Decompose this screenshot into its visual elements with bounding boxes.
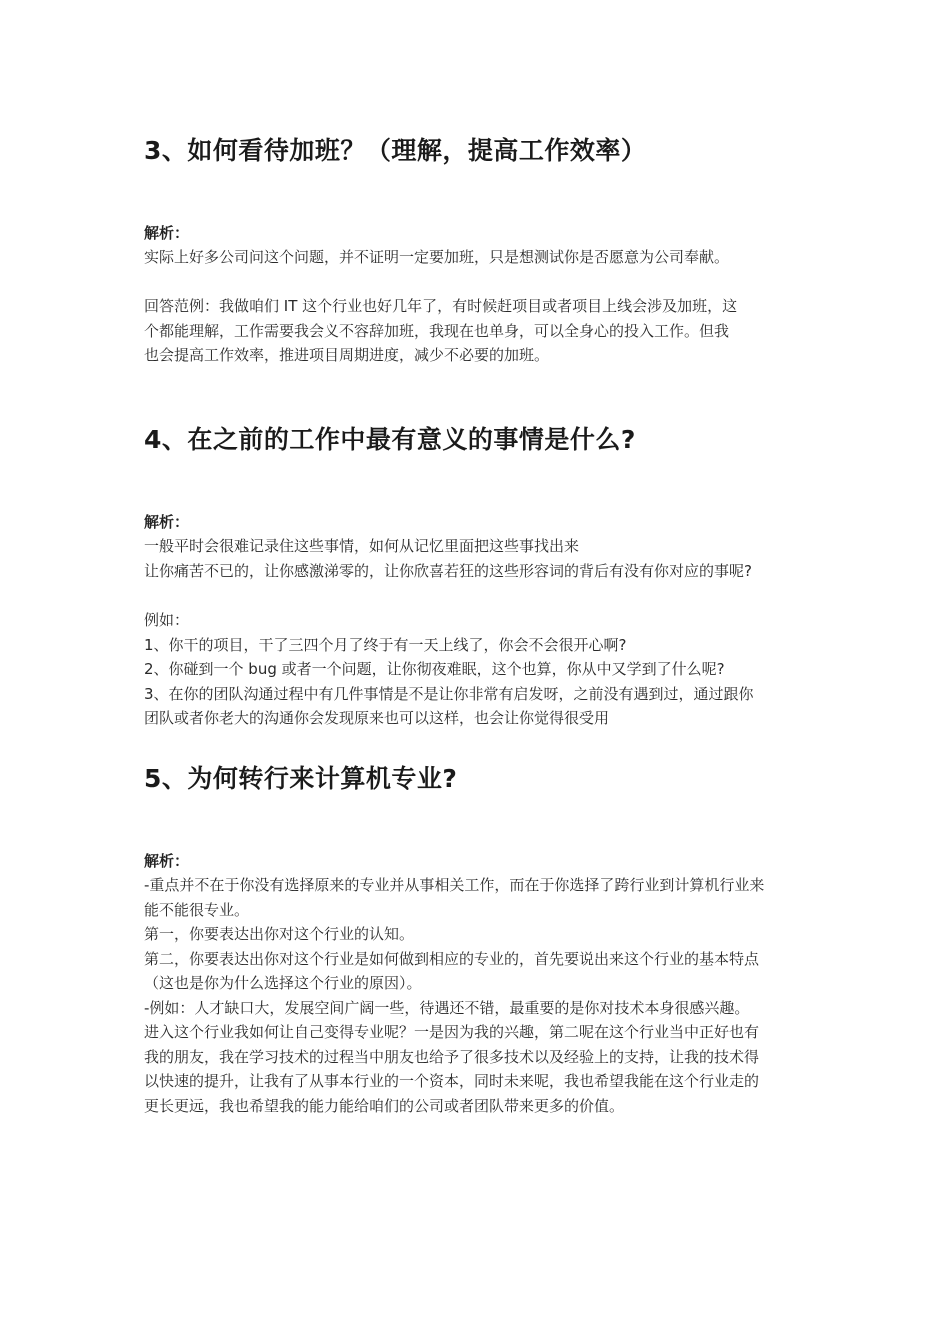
section-5-line-5: （这也是你为什么选择这个行业的原因）。 — [144, 974, 422, 992]
section-5-line-8: 我的朋友，我在学习技术的过程当中朋友也给予了很多技术以及经验上的支持，让我的技术得 — [144, 1048, 760, 1066]
section-4-example-line-3: 2、你碰到一个 bug 或者一个问题，让你彻夜难眠，这个也算，你从中又学到了什么呢? — [144, 660, 725, 678]
section-4-example-line-5: 团队或者你老大的沟通你会发现原来也可以这样，也会让你觉得很受用 — [144, 709, 610, 727]
section-3-analysis-label: 解析： — [144, 224, 190, 242]
section-5-analysis-label: 解析： — [144, 852, 190, 870]
section-4-line-2: 让你痛苦不已的，让你感激涕零的，让你欣喜若狂的这些形容词的背后有没有你对应的事呢? — [144, 562, 752, 580]
section-4-analysis-label: 解析： — [144, 513, 190, 531]
section-5-line-6: -例如：人才缺口大，发展空间广阔一些，待遇还不错，最重要的是你对技术本身很感兴趣。 — [144, 999, 750, 1017]
section-5-line-4: 第二，你要表达出你对这个行业是如何做到相应的专业的，首先要说出来这个行业的基本特点 — [144, 950, 760, 968]
section-4-example-line-4: 3、在你的团队沟通过程中有几件事情是不是让你非常有启发呀，之前没有遇到过，通过跟你 — [144, 685, 754, 703]
section-5-line-3: 第一，你要表达出你对这个行业的认知。 — [144, 925, 415, 943]
section-5-line-1: -重点并不在于你没有选择原来的专业并从事相关工作，而在于你选择了跨行业到计算机行业来 — [144, 876, 765, 894]
section-5-line-7: 进入这个行业我如何让自己变得专业呢？一是因为我的兴趣，第二呢在这个行业当中正好也有 — [144, 1023, 760, 1041]
section-3-example-line-3: 也会提高工作效率，推进项目周期进度，减少不必要的加班。 — [144, 346, 550, 364]
section-3-heading: 3、如何看待加班？（理解，提高工作效率） — [144, 136, 647, 165]
section-3-line-1: 实际上好多公司问这个问题，并不证明一定要加班，只是想测试你是否愿意为公司奉献。 — [144, 248, 730, 266]
section-5-line-2: 能不能很专业。 — [144, 901, 250, 919]
section-4-heading: 4、在之前的工作中最有意义的事情是什么? — [144, 425, 636, 454]
section-4-example-line-1: 例如： — [144, 611, 190, 629]
section-4-line-1: 一般平时会很难记录住这些事情，如何从记忆里面把这些事找出来 — [144, 537, 580, 555]
section-5-line-9: 以快速的提升，让我有了从事本行业的一个资本，同时未来呢，我也希望我能在这个行业走的 — [144, 1072, 760, 1090]
section-3-example-line-1: 回答范例：我做咱们 IT 这个行业也好几年了，有时候赶项目或者项目上线会涉及加班，这 — [144, 297, 738, 315]
section-3-example-line-2: 个都能理解，工作需要我会义不容辞加班，我现在也单身，可以全身心的投入工作。但我 — [144, 322, 730, 340]
section-4-example-line-2: 1、你干的项目，干了三四个月了终于有一天上线了，你会不会很开心啊? — [144, 636, 627, 654]
section-5-heading: 5、为何转行来计算机专业? — [144, 764, 458, 793]
section-5-line-10: 更长更远，我也希望我的能力能给咱们的公司或者团队带来更多的价值。 — [144, 1097, 625, 1115]
